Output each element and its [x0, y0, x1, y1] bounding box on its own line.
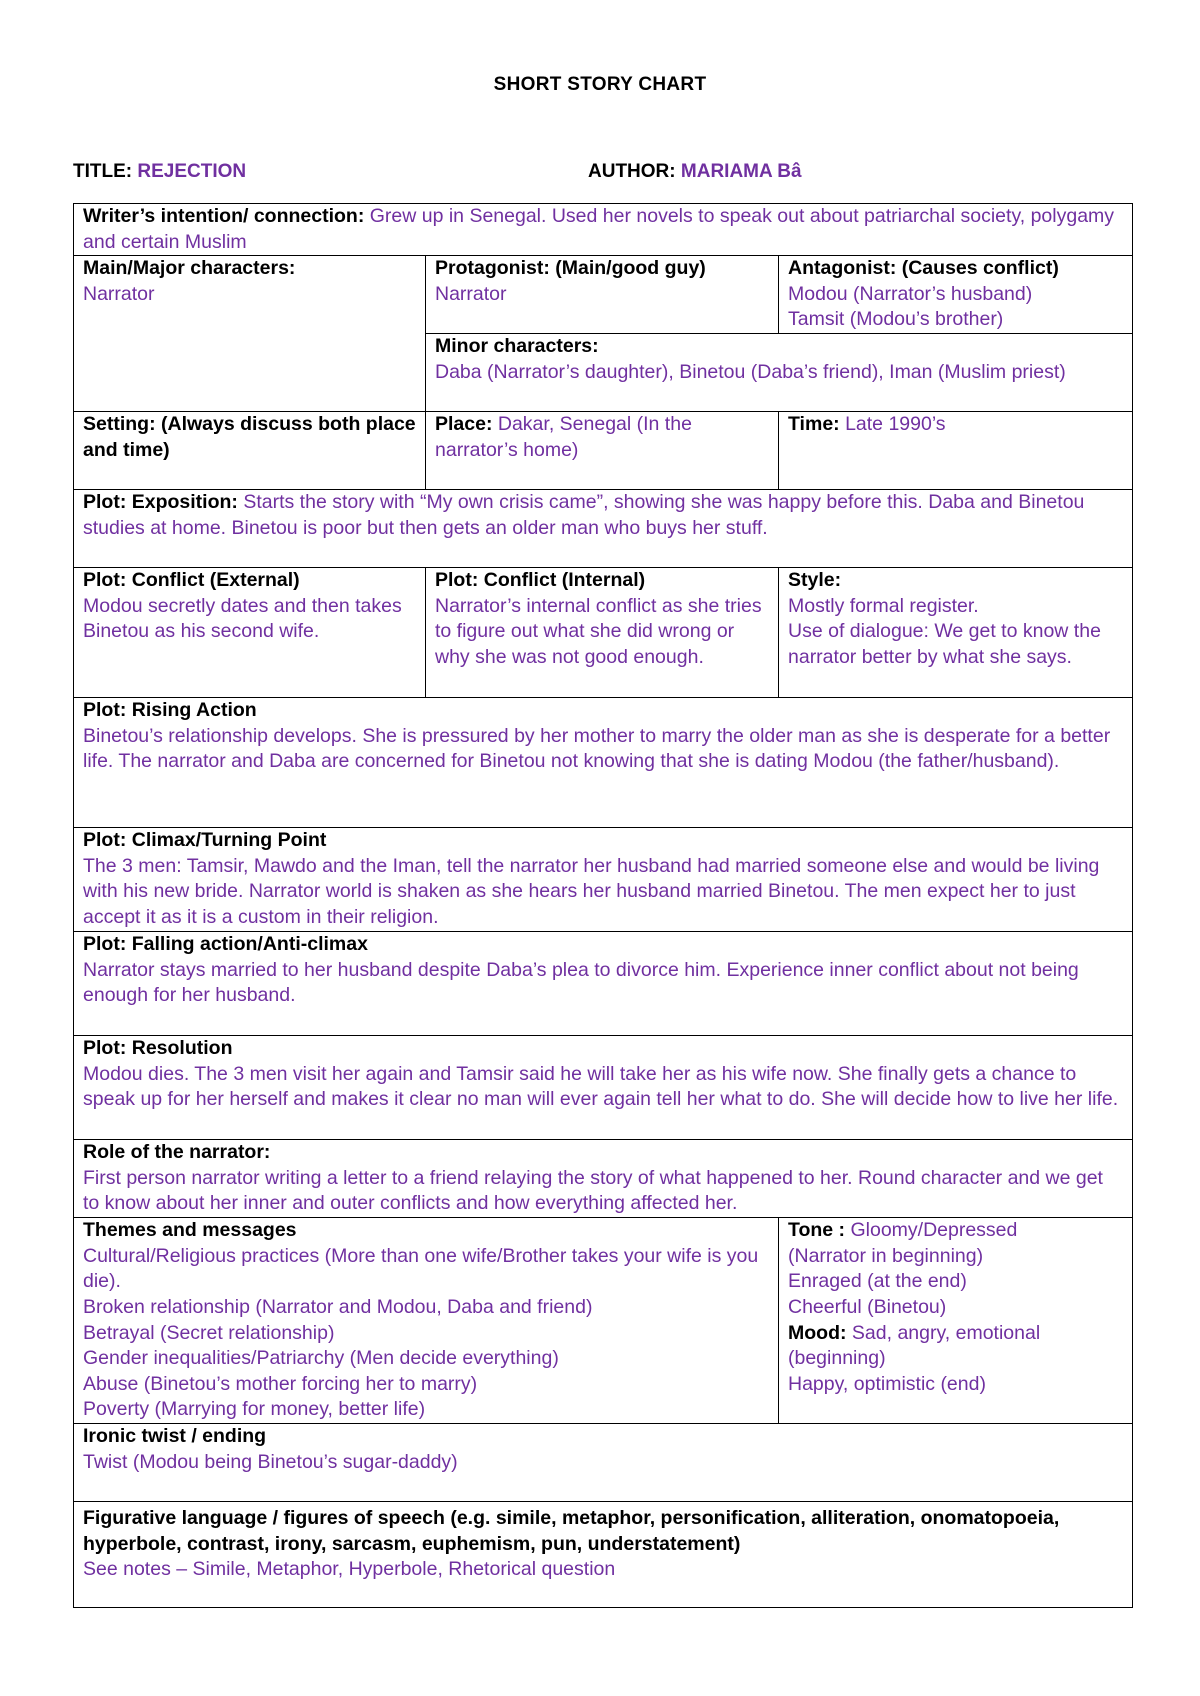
theme-item: Betrayal (Secret relationship): [83, 1321, 335, 1344]
exposition-cell: [74, 490, 1133, 568]
internal-conflict-text: Narrator’s internal conflict as she tries to figure out what she did wrong or why she was not good enough.: [435, 594, 762, 668]
writer-label: Writer’s intention/ connection:: [83, 205, 365, 227]
tone-mood-cell: [779, 1218, 1133, 1424]
narrator-role-row: [74, 1140, 1133, 1218]
climax-row: [74, 828, 1133, 932]
figurative-language-cell: [74, 1502, 1133, 1608]
author-value: MARIAMA Bâ: [680, 161, 802, 182]
style-label: Style:: [788, 569, 842, 592]
ironic-twist-label: Ironic twist / ending: [83, 1425, 267, 1448]
main-characters-label: Main/Major characters:: [83, 257, 296, 280]
external-conflict-cell: [74, 568, 426, 698]
theme-item: Gender inequalities/Patriarchy (Men decide everything): [83, 1347, 559, 1370]
author-label: AUTHOR:: [588, 161, 676, 182]
exposition-row: [74, 490, 1133, 568]
characters-row: [74, 256, 1133, 334]
time-label: Time:: [788, 413, 840, 436]
narrator-role-text: First person narrator writing a letter to a friend relaying the story of what happened to her. Round character and we get to know about her inner and outer conflicts and how everything affected her.: [83, 1166, 1103, 1215]
main-characters-cell: [74, 256, 426, 412]
mood-item: Happy, optimistic (end): [788, 1372, 986, 1395]
rising-action-label: Plot: Rising Action: [83, 699, 257, 722]
figurative-language-text: See notes – Simile, Metaphor, Hyperbole, Rhetorical question: [83, 1558, 616, 1581]
main-characters-value: Narrator: [83, 282, 155, 305]
ironic-twist-cell: [74, 1424, 1133, 1502]
time-value: Late 1990’s: [845, 413, 946, 436]
ironic-twist-row: [74, 1424, 1133, 1502]
tone-item: (Narrator in beginning): [788, 1244, 984, 1267]
setting-label: Setting: (Always discuss both place and time): [83, 413, 416, 461]
climax-text: The 3 men: Tamsir, Mawdo and the Iman, tell the narrator her husband had married someone else and would be living with his new bride. Narrator world is shaken as she hears her husband married Binetou. The men expect her to just accept it as it is a custom in their religion.: [83, 854, 1100, 928]
protagonist-label: Protagonist: (Main/good guy): [435, 257, 706, 280]
tone-item: Cheerful (Binetou): [788, 1295, 947, 1318]
style-text: Mostly formal register.: [788, 594, 979, 617]
title-label: TITLE:: [73, 161, 133, 182]
exposition-text: Starts the story with “My own crisis came”, showing she was happy before this. Daba and Binetou studies at home. Binetou is poor but then gets an older man who buys her stuff.: [83, 491, 1085, 539]
place-value: Dakar, Senegal (In the narrator’s home): [435, 413, 692, 461]
style-cell: [779, 568, 1133, 698]
themes-row: [74, 1218, 1133, 1424]
place-cell: [426, 412, 779, 490]
setting-cell: [74, 412, 426, 490]
place-label: Place:: [435, 413, 493, 436]
mood-label: Mood:: [788, 1321, 847, 1344]
themes-cell: [74, 1218, 779, 1424]
antagonist-cell: [779, 256, 1133, 334]
exposition-label: Plot: Exposition:: [83, 491, 238, 514]
ironic-twist-text: Twist (Modou being Binetou’s sugar-daddy): [83, 1450, 458, 1473]
minor-characters-cell: [426, 334, 1133, 412]
title-value: REJECTION: [137, 161, 247, 182]
mood-value: Sad, angry, emotional (beginning): [788, 1321, 1041, 1370]
external-conflict-text: Modou secretly dates and then takes Binetou as his second wife.: [83, 594, 402, 643]
figurative-language-row: [74, 1502, 1133, 1608]
resolution-label: Plot: Resolution: [83, 1037, 233, 1060]
falling-action-row: [74, 932, 1133, 1036]
theme-item: Broken relationship (Narrator and Modou, Daba and friend): [83, 1295, 593, 1318]
tone-value: Gloomy/Depressed: [850, 1219, 1018, 1242]
minor-characters-label: Minor characters:: [435, 335, 599, 358]
story-chart-table: [73, 203, 1133, 1608]
antagonist-label: Antagonist: (Causes conflict): [788, 257, 1059, 280]
antagonist-value: Modou (Narrator’s husband): [788, 282, 1033, 305]
style-text: Use of dialogue: We get to know the narrator better by what she says.: [788, 620, 1101, 668]
climax-label: Plot: Climax/Turning Point: [83, 829, 327, 852]
writer-row: [74, 204, 1133, 256]
narrator-role-label: Role of the narrator:: [83, 1141, 271, 1164]
climax-cell: [74, 828, 1133, 932]
writer-cell: [74, 204, 1133, 256]
protagonist-cell: [426, 256, 779, 334]
figurative-language-label: Figurative language / figures of speech (e.g. simile, metaphor, personification, alliteration, onomatopoeia, hyperbole, contrast, irony, sarcasm, euphemism, pun, understatement): [83, 1507, 1060, 1555]
tone-label: Tone :: [788, 1219, 846, 1242]
internal-conflict-label: Plot: Conflict (Internal): [435, 569, 646, 592]
story-title-line: [73, 161, 246, 183]
theme-item: Abuse (Binetou’s mother forcing her to marry): [83, 1372, 478, 1395]
conflict-row: [74, 568, 1133, 698]
falling-action-label: Plot: Falling action/Anti-climax: [83, 933, 368, 956]
setting-row: [74, 412, 1133, 490]
time-cell: [779, 412, 1133, 490]
resolution-text: Modou dies. The 3 men visit her again and Tamsir said he will take her as his wife now. She finally gets a chance to speak up for her herself and makes it clear no man will ever again tell her what to do. She will decide how to live her life.: [83, 1062, 1119, 1111]
minor-characters-value: Daba (Narrator’s daughter), Binetou (Daba’s friend), Iman (Muslim priest): [435, 360, 1066, 383]
document-title: SHORT STORY CHART: [493, 74, 707, 95]
resolution-row: [74, 1036, 1133, 1140]
theme-item: Poverty (Marrying for money, better life): [83, 1398, 426, 1421]
rising-action-row: [74, 698, 1133, 828]
falling-action-cell: [74, 932, 1133, 1036]
falling-action-text: Narrator stays married to her husband despite Daba’s plea to divorce him. Experience inner conflict about not being enough for her husband.: [83, 958, 1079, 1007]
protagonist-value: Narrator: [435, 282, 507, 305]
rising-action-cell: [74, 698, 1133, 828]
external-conflict-label: Plot: Conflict (External): [83, 569, 300, 592]
resolution-cell: [74, 1036, 1133, 1140]
rising-action-text: Binetou’s relationship develops. She is pressured by her mother to marry the older man as she is desperate for a better life. The narrator and Daba are concerned for Binetou not knowing that she is dating Modou (the father/husband).: [83, 724, 1111, 773]
themes-label: Themes and messages: [83, 1219, 297, 1242]
tone-item: Enraged (at the end): [788, 1270, 967, 1293]
antagonist-value: Tamsit (Modou’s brother): [788, 308, 1004, 331]
narrator-role-cell: [74, 1140, 1133, 1218]
internal-conflict-cell: [426, 568, 779, 698]
author-line: [588, 161, 802, 183]
theme-item: Cultural/Religious practices (More than one wife/Brother takes your wife is you die).: [83, 1244, 759, 1293]
writer-text: Grew up in Senegal. Used her novels to speak out about patriarchal society, polygamy and certain Muslim: [83, 205, 1115, 253]
